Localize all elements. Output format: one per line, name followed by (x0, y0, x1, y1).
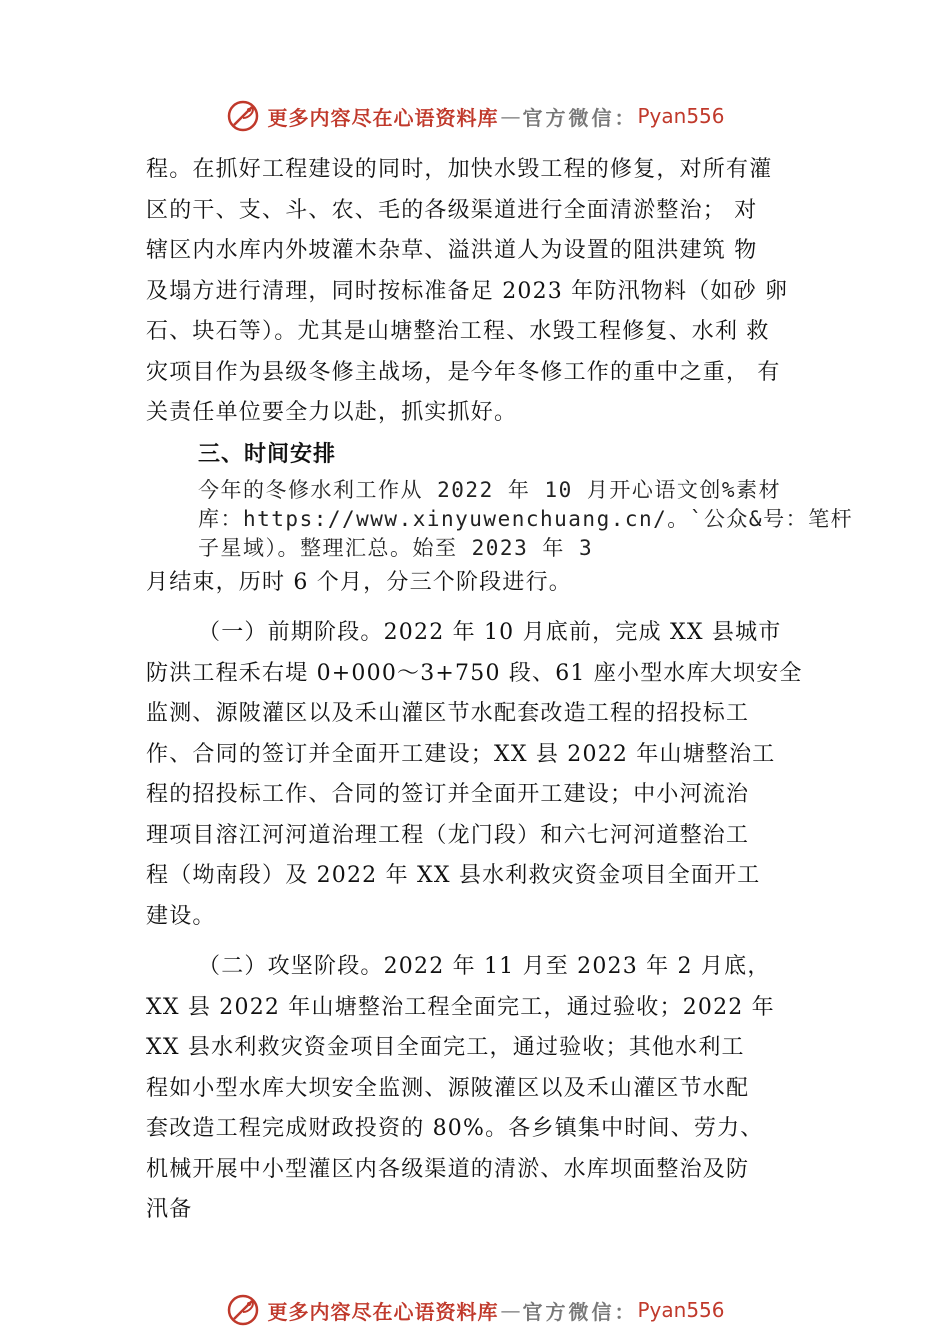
inserted-line: 子星域）。整理汇总。始至 2023 年 3 (198, 535, 594, 560)
watermark-wechat-id: Pyan556 (637, 104, 725, 128)
paragraph-phase-two (146, 947, 818, 1231)
inserted-line: 库：https://www.xinyuwenchuang.cn/。`公众&号：笔杆 (198, 506, 854, 531)
text-line: 关责任单位要全力以赴，抓实抓好。 (146, 400, 518, 425)
watermark-separator: — (500, 104, 521, 128)
text-line: 作、合同的签订并全面开工建设；XX 县 2022 年山塘整治工 (146, 741, 776, 767)
text-line: 汛备 (146, 1197, 193, 1222)
text-line: 灾项目作为县级冬修主战场，是今年冬修工作的重中之重， 有 (146, 359, 781, 385)
text-line: 程。在抓好工程建设的同时，加快水毁工程的修复，对所有灌 (146, 157, 773, 182)
text-line: （一）前期阶段。2022 年 10 月底前，完成 XX 县城市 (198, 620, 782, 645)
watermark-separator: — (500, 1298, 521, 1322)
watermark-wechat-id: Pyan556 (637, 1298, 725, 1322)
text-line: XX 县水利救灾资金项目全面完工，通过验收；其他水利工 (146, 1035, 745, 1060)
text-line: 程（坳南段）及 2022 年 XX 县水利救灾资金项目全面开工 (146, 863, 761, 888)
watermark-wechat-label: 官方微信： (522, 1299, 638, 1324)
text-line: 套改造工程完成财政投资的 80%。各乡镇集中时间、劳力、 (146, 1116, 764, 1141)
paragraph-top (146, 150, 818, 434)
text-line: 防洪工程禾右堤 0+000～3+750 段、61 座小型水库大坝安全 (146, 660, 803, 686)
watermark-brand: 更多内容尽在心语资料库 (267, 1299, 499, 1324)
watermark-brand: 更多内容尽在心语资料库 (267, 105, 499, 130)
text-line: 石、块石等）。尤其是山塘整治工程、水毁工程修复、水利 救 (146, 319, 770, 344)
watermark-wechat-label: 官方微信： (522, 105, 638, 130)
text-line: 及塌方进行清理，同时按标准备足 2023 年防汛物料（如砂 卵 (146, 278, 789, 304)
footer-watermark (0, 1290, 950, 1330)
inserted-note-block (146, 476, 854, 563)
text-line: 建设。 (146, 903, 216, 929)
text-line: 程如小型水库大坝安全监测、源陂灌区以及禾山灌区节水配 (146, 1075, 750, 1101)
inserted-line: 今年的冬修水利工作从 2022 年 10 月开心语文创%素材 (198, 477, 782, 502)
text-line: 程的招投标工作、合同的签订并全面开工建设；中小河流治 (146, 782, 750, 807)
paragraph-phase-one (146, 613, 818, 937)
text-line: （二）攻坚阶段。2022 年 11 月至 2023 年 2 月底， (198, 954, 771, 979)
header-watermark (0, 96, 950, 136)
text-line: 监测、源陂灌区以及禾山灌区节水配套改造工程的招投标工 (146, 701, 750, 726)
document-body (146, 150, 854, 1231)
text-line: XX 县 2022 年山塘整治工程全面完工，通过验收；2022 年 (146, 994, 775, 1020)
text-line: 理项目溶江河河道治理工程（龙门段）和六七河河道整治工 (146, 822, 750, 848)
text-line: 辖区内水库内外坡灌木杂草、溢洪道人为设置的阻洪建筑 物 (146, 238, 758, 263)
section-heading: 三、时间安排 (198, 441, 337, 467)
text-line: 机械开展中小型灌区内各级渠道的清淤、水库坝面整治及防 (146, 1156, 750, 1182)
text-line: 区的干、支、斗、农、毛的各级渠道进行全面清淤整治； 对 (146, 197, 758, 223)
timeline-end-line: 月结束，历时 6 个月，分三个阶段进行。 (146, 569, 572, 595)
quill-logo-icon (225, 1292, 261, 1328)
quill-logo-icon (225, 98, 261, 134)
